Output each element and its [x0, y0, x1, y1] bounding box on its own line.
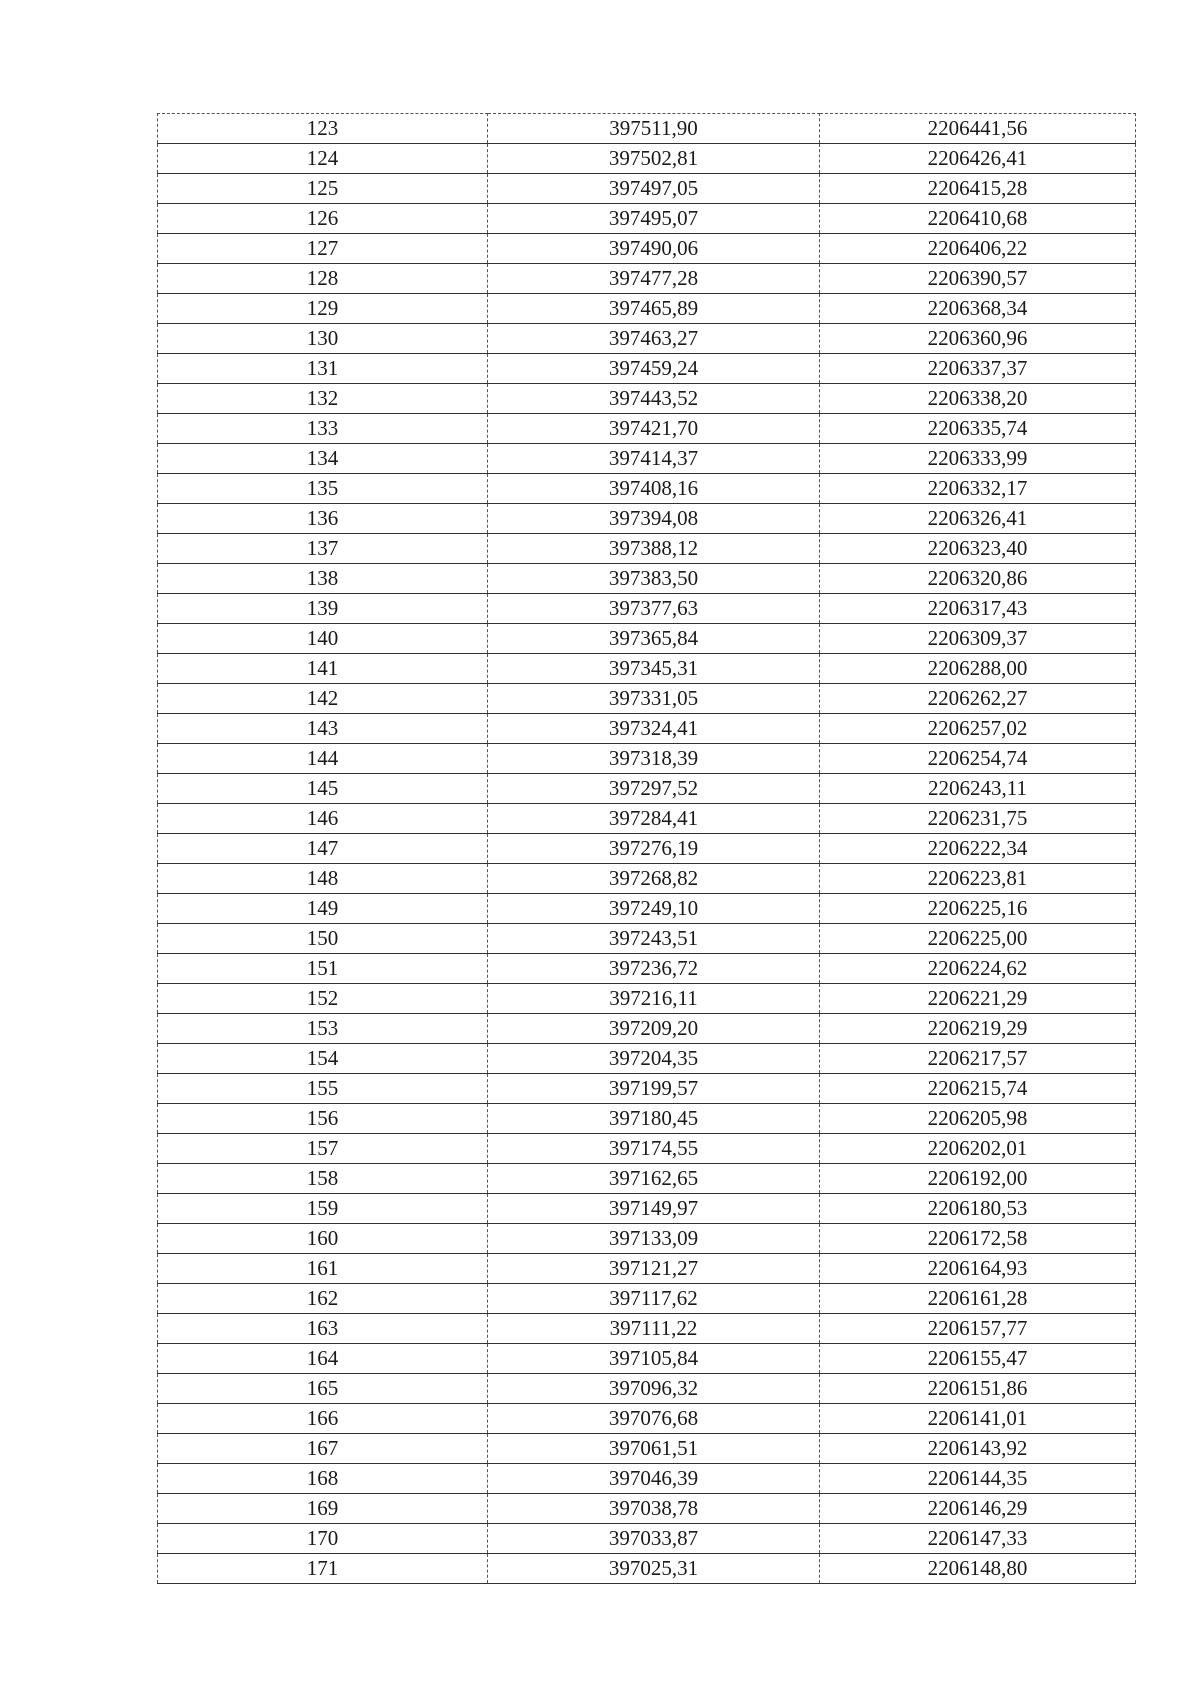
table-row — [158, 174, 1136, 204]
table-row — [158, 624, 1136, 654]
table-row — [158, 1104, 1136, 1134]
y-coordinate-cell: 2206390,57 — [820, 264, 1136, 294]
x-coordinate-cell: 397463,27 — [488, 324, 820, 354]
x-coordinate-cell: 397209,20 — [488, 1014, 820, 1044]
point-number-cell: 134 — [158, 444, 488, 474]
x-coordinate-cell: 397025,31 — [488, 1554, 820, 1584]
y-coordinate-cell: 2206320,86 — [820, 564, 1136, 594]
point-number-cell: 127 — [158, 234, 488, 264]
y-coordinate-cell: 2206309,37 — [820, 624, 1136, 654]
x-coordinate-cell: 397046,39 — [488, 1464, 820, 1494]
table-row — [158, 444, 1136, 474]
x-coordinate-cell: 397180,45 — [488, 1104, 820, 1134]
table-row — [158, 1134, 1136, 1164]
table-row — [158, 204, 1136, 234]
table-row — [158, 564, 1136, 594]
coordinates-table — [157, 113, 1136, 1584]
point-number-cell: 145 — [158, 774, 488, 804]
point-number-cell: 158 — [158, 1164, 488, 1194]
x-coordinate-cell: 397365,84 — [488, 624, 820, 654]
table-row — [158, 1494, 1136, 1524]
point-number-cell: 123 — [158, 114, 488, 144]
point-number-cell: 167 — [158, 1434, 488, 1464]
x-coordinate-cell: 397284,41 — [488, 804, 820, 834]
y-coordinate-cell: 2206146,29 — [820, 1494, 1136, 1524]
x-coordinate-cell: 397243,51 — [488, 924, 820, 954]
table-row — [158, 534, 1136, 564]
y-coordinate-cell: 2206215,74 — [820, 1074, 1136, 1104]
point-number-cell: 126 — [158, 204, 488, 234]
x-coordinate-cell: 397162,65 — [488, 1164, 820, 1194]
point-number-cell: 168 — [158, 1464, 488, 1494]
point-number-cell: 146 — [158, 804, 488, 834]
table-row — [158, 264, 1136, 294]
point-number-cell: 140 — [158, 624, 488, 654]
table-row — [158, 804, 1136, 834]
point-number-cell: 128 — [158, 264, 488, 294]
y-coordinate-cell: 2206221,29 — [820, 984, 1136, 1014]
y-coordinate-cell: 2206217,57 — [820, 1044, 1136, 1074]
table-row — [158, 594, 1136, 624]
table-row — [158, 384, 1136, 414]
coordinates-table-body — [158, 114, 1136, 1584]
y-coordinate-cell: 2206205,98 — [820, 1104, 1136, 1134]
point-number-cell: 142 — [158, 684, 488, 714]
x-coordinate-cell: 397199,57 — [488, 1074, 820, 1104]
point-number-cell: 151 — [158, 954, 488, 984]
point-number-cell: 143 — [158, 714, 488, 744]
point-number-cell: 170 — [158, 1524, 488, 1554]
y-coordinate-cell: 2206426,41 — [820, 144, 1136, 174]
x-coordinate-cell: 397497,05 — [488, 174, 820, 204]
y-coordinate-cell: 2206141,01 — [820, 1404, 1136, 1434]
point-number-cell: 162 — [158, 1284, 488, 1314]
y-coordinate-cell: 2206243,11 — [820, 774, 1136, 804]
x-coordinate-cell: 397511,90 — [488, 114, 820, 144]
table-row — [158, 1464, 1136, 1494]
table-row — [158, 1044, 1136, 1074]
table-row — [158, 684, 1136, 714]
x-coordinate-cell: 397345,31 — [488, 654, 820, 684]
point-number-cell: 150 — [158, 924, 488, 954]
table-row — [158, 1524, 1136, 1554]
point-number-cell: 169 — [158, 1494, 488, 1524]
point-number-cell: 159 — [158, 1194, 488, 1224]
table-row — [158, 1374, 1136, 1404]
table-row — [158, 1224, 1136, 1254]
y-coordinate-cell: 2206172,58 — [820, 1224, 1136, 1254]
y-coordinate-cell: 2206441,56 — [820, 114, 1136, 144]
x-coordinate-cell: 397443,52 — [488, 384, 820, 414]
point-number-cell: 164 — [158, 1344, 488, 1374]
point-number-cell: 156 — [158, 1104, 488, 1134]
y-coordinate-cell: 2206224,62 — [820, 954, 1136, 984]
y-coordinate-cell: 2206333,99 — [820, 444, 1136, 474]
table-row — [158, 924, 1136, 954]
y-coordinate-cell: 2206323,40 — [820, 534, 1136, 564]
point-number-cell: 166 — [158, 1404, 488, 1434]
point-number-cell: 160 — [158, 1224, 488, 1254]
x-coordinate-cell: 397061,51 — [488, 1434, 820, 1464]
point-number-cell: 155 — [158, 1074, 488, 1104]
y-coordinate-cell: 2206180,53 — [820, 1194, 1136, 1224]
table-row — [158, 714, 1136, 744]
x-coordinate-cell: 397331,05 — [488, 684, 820, 714]
point-number-cell: 171 — [158, 1554, 488, 1584]
y-coordinate-cell: 2206219,29 — [820, 1014, 1136, 1044]
y-coordinate-cell: 2206262,27 — [820, 684, 1136, 714]
y-coordinate-cell: 2206332,17 — [820, 474, 1136, 504]
point-number-cell: 141 — [158, 654, 488, 684]
point-number-cell: 131 — [158, 354, 488, 384]
point-number-cell: 163 — [158, 1314, 488, 1344]
x-coordinate-cell: 397459,24 — [488, 354, 820, 384]
y-coordinate-cell: 2206317,43 — [820, 594, 1136, 624]
table-row — [158, 1164, 1136, 1194]
y-coordinate-cell: 2206147,33 — [820, 1524, 1136, 1554]
point-number-cell: 165 — [158, 1374, 488, 1404]
y-coordinate-cell: 2206337,37 — [820, 354, 1136, 384]
table-row — [158, 1254, 1136, 1284]
y-coordinate-cell: 2206192,00 — [820, 1164, 1136, 1194]
table-row — [158, 864, 1136, 894]
table-row — [158, 1434, 1136, 1464]
x-coordinate-cell: 397096,32 — [488, 1374, 820, 1404]
x-coordinate-cell: 397216,11 — [488, 984, 820, 1014]
y-coordinate-cell: 2206225,00 — [820, 924, 1136, 954]
y-coordinate-cell: 2206288,00 — [820, 654, 1136, 684]
y-coordinate-cell: 2206225,16 — [820, 894, 1136, 924]
table-row — [158, 1404, 1136, 1434]
table-row — [158, 294, 1136, 324]
point-number-cell: 152 — [158, 984, 488, 1014]
x-coordinate-cell: 397408,16 — [488, 474, 820, 504]
table-row — [158, 114, 1136, 144]
y-coordinate-cell: 2206231,75 — [820, 804, 1136, 834]
x-coordinate-cell: 397324,41 — [488, 714, 820, 744]
point-number-cell: 124 — [158, 144, 488, 174]
x-coordinate-cell: 397276,19 — [488, 834, 820, 864]
y-coordinate-cell: 2206254,74 — [820, 744, 1136, 774]
y-coordinate-cell: 2206406,22 — [820, 234, 1136, 264]
point-number-cell: 147 — [158, 834, 488, 864]
table-row — [158, 474, 1136, 504]
point-number-cell: 138 — [158, 564, 488, 594]
table-row — [158, 774, 1136, 804]
y-coordinate-cell: 2206157,77 — [820, 1314, 1136, 1344]
x-coordinate-cell: 397377,63 — [488, 594, 820, 624]
x-coordinate-cell: 397477,28 — [488, 264, 820, 294]
point-number-cell: 154 — [158, 1044, 488, 1074]
x-coordinate-cell: 397105,84 — [488, 1344, 820, 1374]
table-row — [158, 414, 1136, 444]
x-coordinate-cell: 397076,68 — [488, 1404, 820, 1434]
y-coordinate-cell: 2206151,86 — [820, 1374, 1136, 1404]
table-row — [158, 744, 1136, 774]
table-row — [158, 354, 1136, 384]
table-row — [158, 654, 1136, 684]
point-number-cell: 133 — [158, 414, 488, 444]
x-coordinate-cell: 397133,09 — [488, 1224, 820, 1254]
table-row — [158, 324, 1136, 354]
x-coordinate-cell: 397204,35 — [488, 1044, 820, 1074]
point-number-cell: 129 — [158, 294, 488, 324]
point-number-cell: 136 — [158, 504, 488, 534]
table-row — [158, 984, 1136, 1014]
table-row — [158, 1314, 1136, 1344]
table-row — [158, 144, 1136, 174]
x-coordinate-cell: 397465,89 — [488, 294, 820, 324]
x-coordinate-cell: 397038,78 — [488, 1494, 820, 1524]
x-coordinate-cell: 397111,22 — [488, 1314, 820, 1344]
y-coordinate-cell: 2206202,01 — [820, 1134, 1136, 1164]
x-coordinate-cell: 397297,52 — [488, 774, 820, 804]
y-coordinate-cell: 2206155,47 — [820, 1344, 1136, 1374]
table-row — [158, 234, 1136, 264]
y-coordinate-cell: 2206143,92 — [820, 1434, 1136, 1464]
x-coordinate-cell: 397414,37 — [488, 444, 820, 474]
x-coordinate-cell: 397388,12 — [488, 534, 820, 564]
x-coordinate-cell: 397495,07 — [488, 204, 820, 234]
y-coordinate-cell: 2206257,02 — [820, 714, 1136, 744]
x-coordinate-cell: 397421,70 — [488, 414, 820, 444]
x-coordinate-cell: 397121,27 — [488, 1254, 820, 1284]
table-row — [158, 954, 1136, 984]
table-row — [158, 1014, 1136, 1044]
y-coordinate-cell: 2206326,41 — [820, 504, 1136, 534]
y-coordinate-cell: 2206335,74 — [820, 414, 1136, 444]
x-coordinate-cell: 397236,72 — [488, 954, 820, 984]
table-row — [158, 1074, 1136, 1104]
x-coordinate-cell: 397117,62 — [488, 1284, 820, 1314]
y-coordinate-cell: 2206161,28 — [820, 1284, 1136, 1314]
x-coordinate-cell: 397383,50 — [488, 564, 820, 594]
x-coordinate-cell: 397318,39 — [488, 744, 820, 774]
y-coordinate-cell: 2206410,68 — [820, 204, 1136, 234]
point-number-cell: 125 — [158, 174, 488, 204]
x-coordinate-cell: 397268,82 — [488, 864, 820, 894]
table-row — [158, 504, 1136, 534]
table-row — [158, 1194, 1136, 1224]
x-coordinate-cell: 397033,87 — [488, 1524, 820, 1554]
x-coordinate-cell: 397174,55 — [488, 1134, 820, 1164]
y-coordinate-cell: 2206164,93 — [820, 1254, 1136, 1284]
y-coordinate-cell: 2206415,28 — [820, 174, 1136, 204]
table-row — [158, 1554, 1136, 1584]
y-coordinate-cell: 2206144,35 — [820, 1464, 1136, 1494]
y-coordinate-cell: 2206223,81 — [820, 864, 1136, 894]
y-coordinate-cell: 2206222,34 — [820, 834, 1136, 864]
point-number-cell: 139 — [158, 594, 488, 624]
point-number-cell: 153 — [158, 1014, 488, 1044]
y-coordinate-cell: 2206338,20 — [820, 384, 1136, 414]
x-coordinate-cell: 397249,10 — [488, 894, 820, 924]
y-coordinate-cell: 2206148,80 — [820, 1554, 1136, 1584]
point-number-cell: 130 — [158, 324, 488, 354]
point-number-cell: 132 — [158, 384, 488, 414]
y-coordinate-cell: 2206360,96 — [820, 324, 1136, 354]
point-number-cell: 144 — [158, 744, 488, 774]
point-number-cell: 148 — [158, 864, 488, 894]
x-coordinate-cell: 397502,81 — [488, 144, 820, 174]
table-row — [158, 1284, 1136, 1314]
table-row — [158, 834, 1136, 864]
point-number-cell: 161 — [158, 1254, 488, 1284]
x-coordinate-cell: 397149,97 — [488, 1194, 820, 1224]
point-number-cell: 149 — [158, 894, 488, 924]
point-number-cell: 157 — [158, 1134, 488, 1164]
table-row — [158, 894, 1136, 924]
x-coordinate-cell: 397394,08 — [488, 504, 820, 534]
y-coordinate-cell: 2206368,34 — [820, 294, 1136, 324]
point-number-cell: 137 — [158, 534, 488, 564]
point-number-cell: 135 — [158, 474, 488, 504]
x-coordinate-cell: 397490,06 — [488, 234, 820, 264]
table-row — [158, 1344, 1136, 1374]
